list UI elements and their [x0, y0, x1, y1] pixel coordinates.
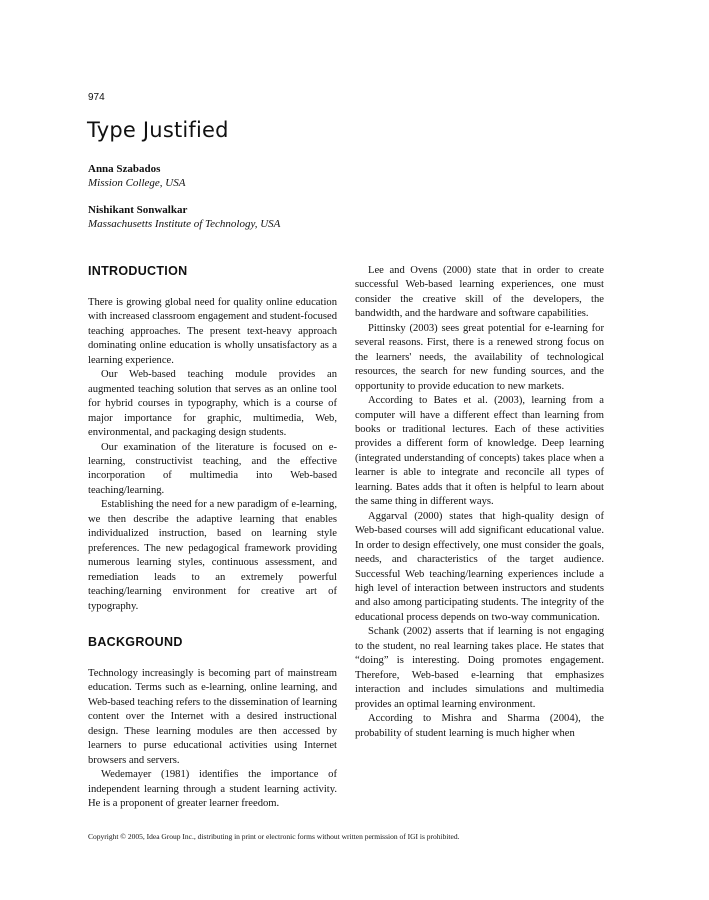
copyright-footer: Copyright © 2005, Idea Group Inc., distributing in print or electronic forms without written permission of IGI is prohibited. [88, 832, 460, 841]
section-heading-background: BACKGROUND [88, 634, 183, 649]
author-name: Anna Szabados [88, 163, 161, 175]
paragraph: Technology increasingly is becoming part of mainstream education. Terms such as e-learning, online learning, and Web-based teaching refers to the dissemination of learning content over the Internet with a desired instructional design. These learning modules are then accessed by learners to purse educational activities using Internet browsers and servers. [88, 667, 337, 766]
paragraph: Our examination of the literature is focused on e-learning, constructivist teaching, and the effective incorporation of multimedia into Web-based teaching/learning. [88, 441, 337, 496]
right-column [355, 264, 604, 741]
paragraph: There is growing global need for quality online education with increased classroom engagement and student-focused teaching approaches. The present text-heavy approach dominating online education is wholly unsatisfactory as a learning experience. [88, 297, 337, 366]
paragraph: According to Bates et al. (2003), learning from a computer will have a different effect than learning from books or traditional lectures. Each of these activities provides a different form of knowledge. Deep learning (integrated understanding of concepts) takes place when a learner is able to integrate and reconcile all types of learning. Bates adds that it often is helpful to learn about the same thing in different ways. [355, 395, 604, 508]
left-column [88, 264, 337, 812]
author-name: Nishikant Sonwalkar [88, 204, 188, 216]
paragraph: Establishing the need for a new paradigm of e-learning, we then describe the adaptive learning that enables individualized instruction, based on learning style preferences. The new pedagogical framework providing numerous learning styles, continuous assessment, and remediation leads to an extremely powerful teaching/learning environment for creative art of typography. [88, 499, 337, 612]
paragraph: According to Mishra and Sharma (2004), the probability of student learning is much higher when [355, 713, 604, 739]
paragraph: Wedemayer (1981) identifies the importance of independent learning through a student learning activity. He is a proponent of greater learner freedom. [88, 769, 337, 810]
paragraph: Aggarval (2000) states that high-quality design of Web-based courses will add significant educational value. In order to design effectively, one must consider the goals, needs, and characteristics of the target audience. Successful Web teaching/learning experiences include a high level of interaction between instructors and students and also among participating students. The integrity of the educational process depends on two-way communication. [355, 510, 604, 623]
paragraph: Pittinsky (2003) sees great potential for e-learning for several reasons. First, there is a renewed strong focus on the learners' needs, the availability of technological resources, the search for new funding sources, and the opportunity to provide education to new markets. [355, 322, 604, 392]
paragraph: Our Web-based teaching module provides an augmented teaching solution that serves as an online tool for hybrid courses in typography, which is a course of major importance for graphic, multimedia, Web, environmental, and packaging design students. [88, 369, 337, 439]
author-block [88, 203, 280, 231]
article-title: Type Justified [87, 118, 229, 142]
page-number: 974 [88, 92, 105, 103]
author-block [88, 162, 185, 190]
author-affiliation: Massachusetts Institute of Technology, USA [88, 218, 281, 230]
section-heading-introduction: INTRODUCTION [88, 264, 188, 278]
author-affiliation: Mission College, USA [88, 177, 186, 189]
paragraph: Schank (2002) asserts that if learning is not engaging to the student, no real learning takes place. He states that “doing” is interesting. Doing promotes engagement. Therefore, Web-based e-learning that emphasizes interaction and includes simulations and multimedia provides an optimal learning environment. [355, 626, 604, 710]
paragraph: Lee and Ovens (2000) state that in order to create successful Web-based learning experiences, one must consider the creative skill of the developers, the bandwidth, and the hardware and software capabilities. [355, 265, 604, 320]
